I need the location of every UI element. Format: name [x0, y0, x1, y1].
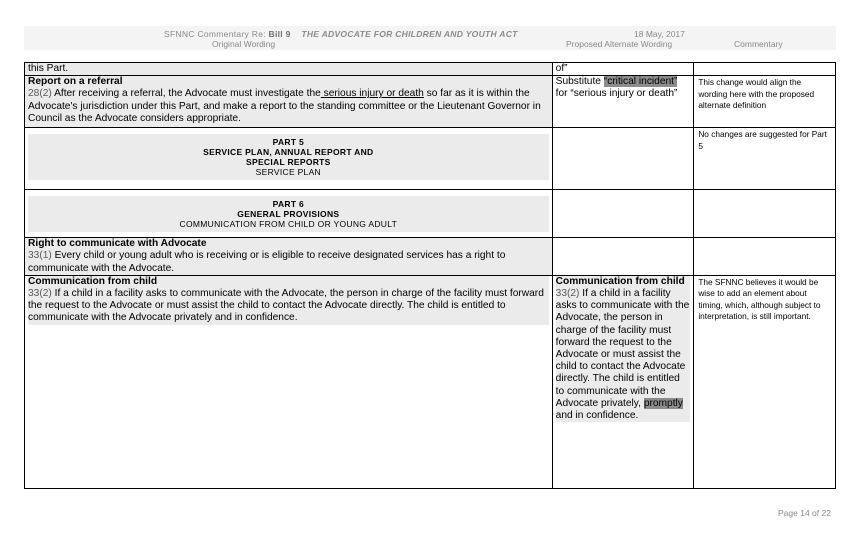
section-number: 33(1): [28, 250, 52, 262]
underlined-term: serious injury or death: [320, 88, 424, 100]
original-cell: [25, 128, 553, 190]
header-date: 18 May, 2017: [634, 29, 685, 39]
section-number: 33(2): [28, 288, 52, 300]
table-row: [25, 76, 836, 128]
table-row: [25, 128, 836, 190]
part-heading: PART 5 SERVICE PLAN, ANNUAL REPORT AND SPECIAL REPORTS SERVICE PLAN: [28, 134, 549, 180]
original-cell: [25, 76, 553, 128]
commentary-cell: [694, 63, 836, 76]
header-act: THE ADVOCATE FOR CHILDREN AND YOUTH ACT: [301, 29, 518, 39]
proposed-cell: Substitute “critical incident” for “serious injury or death”: [552, 76, 694, 128]
proposed-cell: [552, 275, 694, 488]
column-header-proposed: Proposed Alternate Wording: [566, 39, 673, 49]
header-title: [164, 29, 518, 39]
section-number: 28(2): [28, 88, 52, 100]
proposed-cell: [552, 238, 694, 276]
commentary-cell: This change would align the wording here with the proposed alternate definition: [694, 76, 836, 128]
section-heading: Right to communicate with Advocate: [28, 238, 207, 250]
proposed-cell: [552, 190, 694, 238]
original-cell: this Part.: [25, 63, 553, 76]
section-heading: Communication from child: [28, 275, 158, 287]
column-header-original: Original Wording: [212, 39, 276, 49]
proposed-heading: Communication from child: [555, 275, 685, 287]
commentary-cell: [694, 238, 836, 276]
table-row: [25, 275, 836, 488]
commentary-table: [24, 62, 836, 489]
table-row: [25, 238, 836, 276]
original-cell: [25, 275, 553, 488]
part-heading: PART 6 GENERAL PROVISIONS COMMUNICATION FROM CHILD OR YOUNG ADULT: [28, 196, 549, 232]
proposed-cell: of”: [552, 63, 694, 76]
page-number: Page 14 of 22: [778, 508, 831, 518]
highlighted-term: “critical incident”: [603, 76, 678, 88]
proposed-text: 33(2) If a child in a facility asks to communicate with the Advocate, the person in charge of the facility must forward the request to the Advocate or must assist the child to contact the Advocate directly. The child is entitled to communicate with the Advocate privately, promptly and in confidence.: [555, 288, 690, 422]
original-cell: [25, 190, 553, 238]
section-number: 33(2): [555, 288, 580, 300]
original-cell: [25, 238, 553, 276]
proposed-cell: [552, 128, 694, 190]
table-row: [25, 63, 836, 76]
commentary-cell: [694, 190, 836, 238]
column-header-commentary: Commentary: [734, 39, 783, 49]
commentary-cell: The SFNNC believes it would be wise to add an element about timing, which, although subject to interpretation, is still important.: [694, 275, 836, 488]
section-text: 33(2) If a child in a facility asks to communicate with the Advocate, the person in charge of the facility must forward the request to the Advocate or must assist the child to contact the Advocate directly. The child is entitled to communicate with the Advocate privately and in confidence.: [28, 288, 544, 324]
table-row: [25, 190, 836, 238]
header-prefix: SFNNC Commentary Re:: [164, 29, 269, 39]
header-bill: Bill 9: [268, 29, 291, 39]
section-text: 33(1) Every child or young adult who is receiving or is eligible to receive designated services has a right to communicate with the Advocate.: [28, 250, 506, 274]
section-text: 28(2) After receiving a referral, the Advocate must investigate the serious injury or death so far as it is within the Advocate's jurisdiction under this Part, and make a report to the standing committee or the Lieutenant Governor in Council as the Advocate considers appropriate.: [28, 88, 541, 124]
highlighted-term: promptly: [643, 397, 683, 409]
section-heading: Report on a referral: [28, 76, 123, 88]
commentary-cell: No changes are suggested for Part 5: [694, 128, 836, 190]
